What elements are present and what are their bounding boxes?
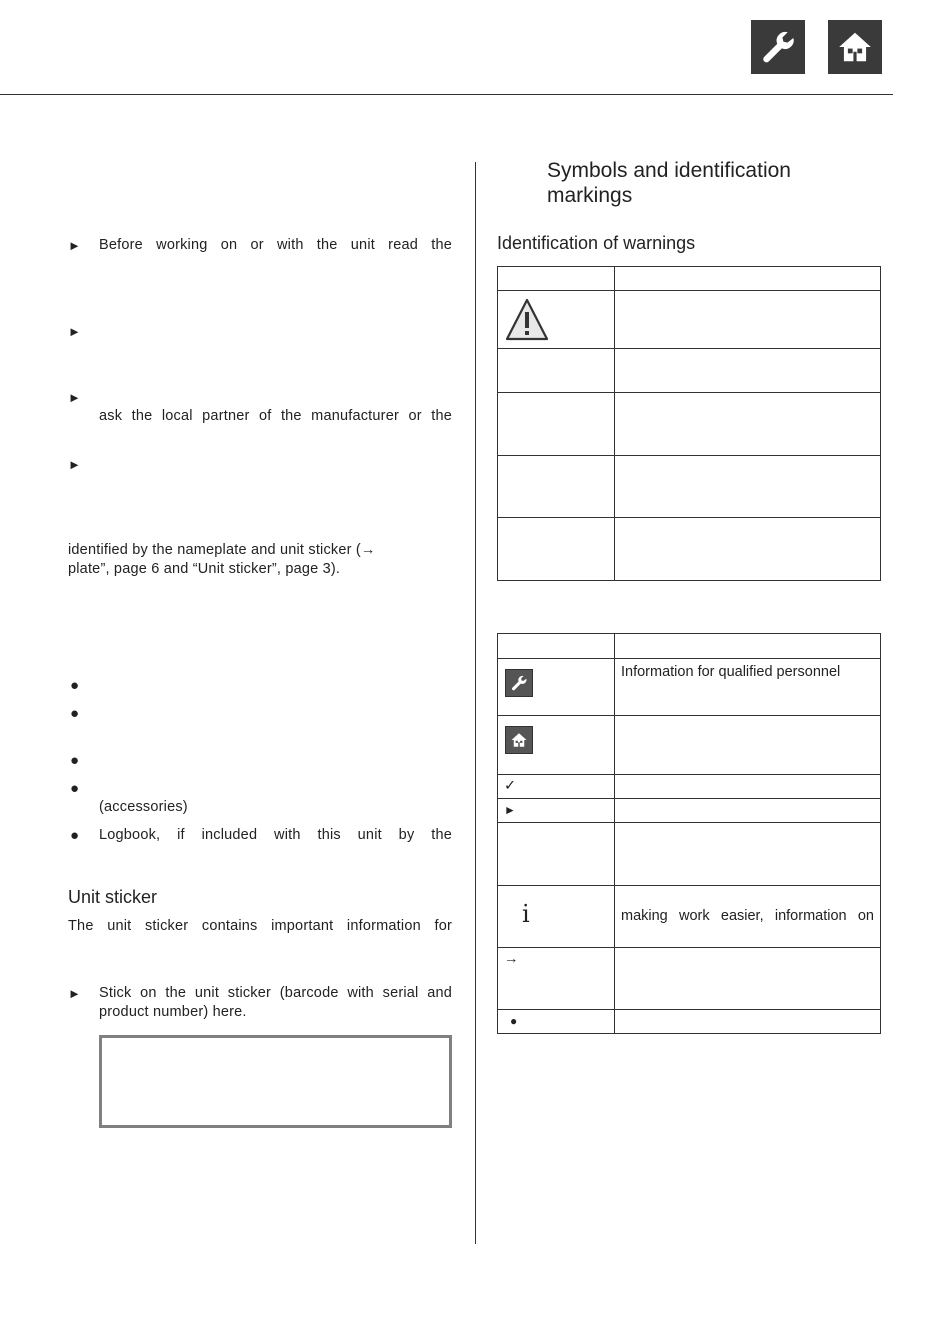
unit-sticker-heading: Unit sticker — [68, 887, 158, 907]
table-row — [498, 886, 881, 948]
table-row — [498, 518, 881, 581]
arrow-marker: ► — [68, 390, 81, 405]
unit-sticker-text: The unit sticker contains important information for — [68, 918, 452, 934]
bullet-marker: ● — [70, 780, 80, 797]
bullet-marker: ● — [70, 827, 80, 844]
table-row — [498, 799, 881, 823]
header-rule — [0, 94, 893, 95]
table-row — [498, 291, 881, 349]
bullet-icon: ● — [498, 1010, 615, 1034]
table-row — [498, 716, 881, 775]
check-icon: ✓ — [498, 775, 615, 799]
arrow-marker: ► — [68, 238, 81, 253]
table-row — [498, 775, 881, 799]
bullet-marker: ● — [70, 705, 80, 722]
wrench-icon — [505, 669, 533, 697]
arrow-marker: ► — [68, 457, 81, 472]
warnings-heading: Identification of warnings — [497, 233, 696, 253]
section-title-line-2: markings — [547, 184, 633, 207]
table-row — [498, 267, 881, 291]
section-title-line-1: Symbols and identification — [547, 159, 791, 182]
house-icon — [505, 726, 533, 754]
warnings-table — [497, 266, 881, 581]
reference-arrow-icon: → — [498, 948, 615, 1010]
table-row — [498, 823, 881, 886]
table-row — [498, 393, 881, 456]
stick-instruction-line-2: product number) here. — [99, 1004, 247, 1020]
instruction-ask-partner: ask the local partner of the manufacturer or the — [99, 408, 452, 424]
qualified-personnel-text: Information for qualified personnel — [615, 659, 881, 716]
table-row — [498, 1010, 881, 1034]
arrow-marker: ► — [68, 324, 81, 339]
table-row — [498, 456, 881, 518]
table-row — [498, 634, 881, 659]
logbook-item: Logbook, if included with this unit by the — [99, 827, 452, 843]
symbols-table — [497, 633, 881, 1034]
identification-line-2: plate”, page 6 and “Unit sticker”, page 3). — [68, 561, 341, 577]
info-icon: i — [522, 900, 530, 928]
stick-instruction-line-1: Stick on the unit sticker (barcode with serial and — [99, 985, 452, 1001]
identification-line-1: identified by the nameplate and unit sticker (→ — [68, 542, 376, 558]
bullet-marker: ● — [70, 677, 80, 694]
house-icon — [828, 20, 882, 74]
bullet-marker: ● — [70, 752, 80, 769]
arrow-marker: ► — [68, 986, 81, 1001]
unit-sticker-placeholder — [99, 1035, 452, 1128]
table-row — [498, 659, 881, 716]
column-divider — [475, 162, 476, 1244]
table-row — [498, 948, 881, 1010]
table-row — [498, 349, 881, 393]
section-title — [547, 158, 791, 208]
info-text: making work easier, information on — [615, 886, 881, 948]
accessories-label: (accessories) — [99, 799, 188, 815]
wrench-icon — [751, 20, 805, 74]
warning-triangle-icon — [504, 297, 550, 343]
instruction-read-manual: Before working on or with the unit read the — [99, 237, 452, 253]
arrow-right-icon: ► — [498, 799, 615, 823]
